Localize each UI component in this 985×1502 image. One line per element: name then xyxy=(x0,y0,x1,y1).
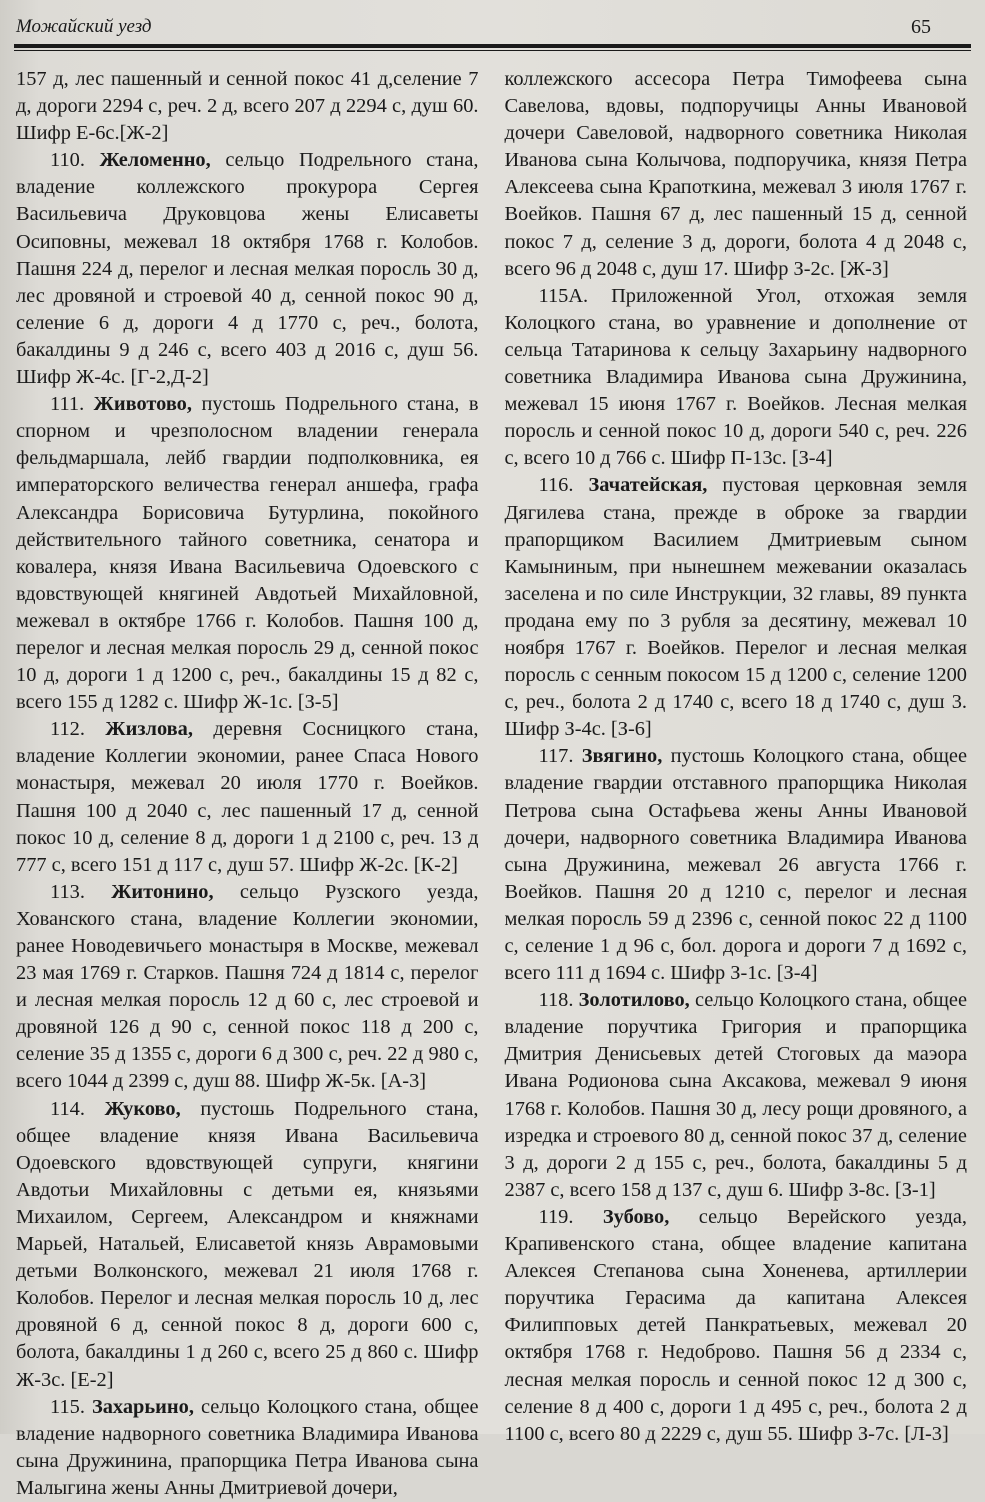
article-entry xyxy=(16,716,479,879)
article-entry xyxy=(505,743,968,987)
article-entry xyxy=(16,1096,479,1394)
entry-text: пустошь Подрельного стана, в спорном и чрезполосном владении генерала фельдмаршала, лейб гвардии подполковника, ея императорского величества генерал аншефа, графа Александра Борисовича Бутурлина, покойного действительного тайного советника, сенатора и ковалера, князя Ивана Васильевича Одоевского с вдовствующей княгиней Авдотьей Михайловной, межевал в октябре 1766 г. Колобов. Пашня 100 д, перелог и лесная мелкая поросль 29 д, сенной покос 10 д, дороги 1 д 1200 с, реч., бакалдины 15 д 82 с, всего 155 д 1282 с. Шифр Ж-1с. [З-5] xyxy=(16,393,479,714)
article-entry xyxy=(505,987,968,1204)
text-columns xyxy=(16,66,967,1499)
entry-number: 111. xyxy=(50,393,85,416)
place-name: Жизлова, xyxy=(105,718,193,741)
header-rule-thin xyxy=(14,50,971,51)
place-name: Желоменно, xyxy=(99,149,211,172)
entry-text: 157 д, лес пашенный и сенной покос 41 д,селение 7 д, дороги 2294 с, реч. 2 д, всего 207 д 2294 с, душ 60. Шифр Е-6с.[Ж-2] xyxy=(16,68,479,145)
article-entry xyxy=(16,1394,479,1502)
article-continuation xyxy=(505,66,968,283)
running-header xyxy=(14,10,971,44)
entry-number: 114. xyxy=(50,1097,85,1120)
place-name: Жуково, xyxy=(104,1097,181,1120)
place-name: Зубово, xyxy=(602,1205,670,1228)
entry-number: 112. xyxy=(50,718,85,741)
entry-number: 117. xyxy=(538,745,574,768)
entry-text: сельцо Колоцкого стана, общее владение надворного советника Владимира Иванова сына Дружинина, прапорщика Петра Иванова сына Малыгина жены Анны Дмитриевой дочери, xyxy=(16,1395,479,1499)
entry-text: сельцо Подрельного стана, владение коллежского прокурора Сергея Васильевича Друковцова жены Елисаветы Осиповны, межевал 18 октября 1768 г. Колобов. Пашня 224 д, перелог и лесная мелкая поросль 30 д, лес дровяной и строевой 40 д, сенной покос 90 д, селение 6 д, дороги 4 д 1770 с, реч., болота, бакалдины 9 д 246 с, всего 403 д 2016 с, душ 56. Шифр Ж-4с. [Г-2,Д-2] xyxy=(16,149,479,389)
entry-text: сельцо Верейского уезда, Крапивенского стана, общее владение капитана Алексея Степанова сына Хоненева, артиллерии поручтика Герасима да капитана Алексея Филипповых детей Панкратьевых, межевал 20 октября 1768 г. Недоброво. Пашня 56 д 2334 с, лесная мелкая поросль и сенной покос 12 д 300 с, селение 8 д 400 с, дороги 1 д 495 с, реч., болота 2 д 1100 с, всего 80 д 2229 с, душ 55. Шифр З-7с. [Л-3] xyxy=(504,1205,967,1445)
entry-number: 115А. xyxy=(538,284,589,307)
place-name: Золотилово, xyxy=(578,989,690,1012)
entry-text: коллежского ассесора Петра Тимофеева сына Савелова, вдовы, подпоручицы Анны Ивановой дочери Савеловой, надворного советника Николая Иванова сына Колычова, подпоручика, князя Петра Алексеева сына Крапоткина, межевал 3 июля 1767 г. Воейков. Пашня 67 д, лес пашенный 15 д, сенной покос 7 д, селение 3 д, дороги, болота 4 д 2048 с, всего 96 д 2048 с, душ 17. Шифр З-2с. [Ж-3] xyxy=(504,68,967,280)
article-entry xyxy=(505,283,968,473)
article-entry xyxy=(505,1204,968,1448)
place-name: Звягино, xyxy=(581,745,663,768)
entry-text: пустошь Подрельного стана, общее владение князя Ивана Васильевича Одоевского вдовствующей супруги, княгини Авдотьи Михайловны с детьми ея, князьями Михаилом, Сергеем, Александром и княжнами Марьей, Натальей, Елисаветой князь Аврамовыми детьми Волконского, межевал 21 июля 1768 г. Колобов. Перелог и лесная мелкая поросль 10 д, лес дровяной 6 д, сенной покос 8 д, дороги 600 с, болота, бакалдины 1 д 260 с, всего 25 д 860 с. Шифр Ж-3с. [Е-2] xyxy=(16,1097,479,1391)
entry-text: пустовая церковная земля Дягилева стана, прежде в оброке за гвардии прапорщиком Василием Дмитриевым сыном Камыниным, при нынешнем межевании оказалась заселена и по силе Инструкции, 32 главы, 89 пункта продана ему по 3 рубля за десятину, межевал 10 ноября 1767 г. Воейков. Перелог и лесная мелкая поросль с сенным покосом 15 д 1200 с, селение 1200 с, реч., болота 2 д 1740 с, всего 18 д 1740 с, душ 3. Шифр З-4с. [З-6] xyxy=(504,474,967,741)
place-name: Животово, xyxy=(93,393,192,416)
entry-text: деревня Сосницкого стана, владение Коллегии экономии, ранее Спаса Нового монастыря, межевал 20 июля 1770 г. Воейков. Пашня 100 д 2040 с, лес пашенный 17 д, сенной покос 10 д, селение 8 д, дороги 1 д 2100 с, реч. 13 д 777 с, всего 151 д 117 с, душ 57. Шифр Ж-2с. [К-2] xyxy=(16,718,479,876)
article-entry xyxy=(16,879,479,1096)
entry-number: 113. xyxy=(50,880,85,903)
article-entry xyxy=(505,472,968,743)
entry-text: пустошь Колоцкого стана, общее владение гвардии отставного прапорщика Николая Петрова сына Остафьева жены Анны Ивановой дочери, надворного советника Владимира Иванова сына Дружинина, межевал 26 августа 1766 г. Воейков. Пашня 20 д 1210 с, перелог и лесная мелкая поросль 59 д 2396 с, сенной покос 22 д 1100 с, селение 1 д 96 с, бол. дорога и дороги 7 д 1692 с, всего 111 д 1694 с. Шифр З-1с. [З-4] xyxy=(504,745,967,985)
article-continuation xyxy=(16,66,479,147)
entry-text: Приложенной Угол, отхожая земля Колоцкого стана, во уравнение и дополнение от сельца Татаринова к сельцу Захарьину надворного советника Владимира Иванова сына Дружинина, межевал 15 июня 1767 г. Воейков. Лесная мелкая поросль и сенной покос 10 д, дороги 540 с, реч. 226 с, всего 10 д 766 с. Шифр П-13с. [З-4] xyxy=(504,284,967,470)
entry-number: 119. xyxy=(538,1205,574,1228)
right-column xyxy=(504,66,968,1445)
left-column xyxy=(16,66,479,1499)
place-name: Захарьино, xyxy=(91,1395,194,1418)
article-entry xyxy=(16,147,479,391)
page-number: 65 xyxy=(911,16,931,38)
article-entry xyxy=(16,391,479,716)
entry-number: 116. xyxy=(538,474,574,497)
place-name: Зачатейская, xyxy=(588,474,708,497)
place-name: Житонино, xyxy=(111,880,214,903)
entry-number: 115. xyxy=(50,1395,85,1418)
header-rule-thick xyxy=(14,44,971,48)
entry-number: 110. xyxy=(50,149,85,172)
entry-text: сельцо Колоцкого стана, общее владение поручтика Григория и прапорщика Дмитрия Денисьевых детей Стоговых да маэора Ивана Родионова сына Аксакова, межевал 9 июня 1768 г. Колобов. Пашня 30 д, лесу рощи дровяного, а изредка и строевого 80 д, сенной покос 37 д, селение 3 д, дороги 2 д 155 с, реч., болота, бакалдины 5 д 2387 с, всего 158 д 137 с, душ 6. Шифр З-8с. [З-1] xyxy=(504,989,967,1201)
entry-number: 118. xyxy=(538,989,574,1012)
header-title: Можайский уезд xyxy=(16,16,152,37)
entry-text: сельцо Рузского уезда, Хованского стана, владение Коллегии экономии, ранее Новодевичьего монастыря в Москве, межевал 23 мая 1769 г. Старков. Пашня 724 д 1814 с, перелог и лесная мелкая поросль 12 д 60 с, лес строевой и дровяной 126 д 90 с, сенной покос 118 д 200 с, селение 35 д 1355 с, дороги 6 д 300 с, реч. 22 д 980 с, всего 1044 д 2399 с, душ 88. Шифр Ж-5к. [А-3] xyxy=(16,880,479,1093)
